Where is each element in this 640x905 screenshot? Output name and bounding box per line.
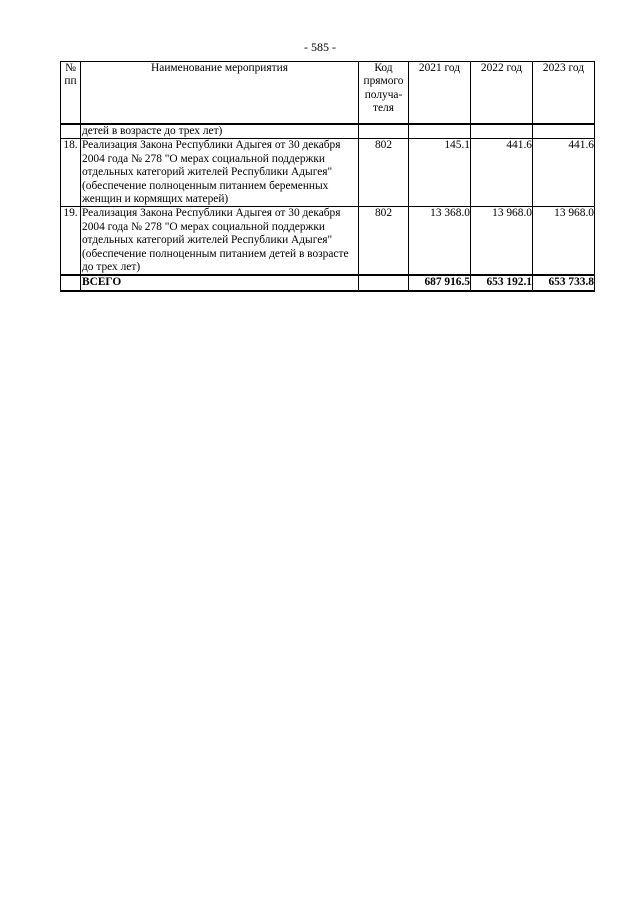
row-num — [61, 124, 81, 139]
row-2021 — [409, 124, 471, 139]
table-row — [61, 139, 595, 207]
header-name: Наименование мероприятия — [81, 62, 359, 125]
header-2022: 2022 год — [471, 62, 533, 125]
row-num: 18. — [61, 139, 81, 207]
total-num — [61, 275, 81, 290]
row-code — [359, 124, 409, 139]
table-total-row — [61, 275, 595, 290]
row-2022 — [471, 124, 533, 139]
row-code: 802 — [359, 207, 409, 276]
row-2023: 13 968.0 — [533, 207, 595, 276]
total-label: ВСЕГО — [81, 275, 359, 290]
row-name: Реализация Закона Республики Адыгея от 30 декабря 2004 года № 278 "О мерах социальной поддержки отдельных категорий жителей Республики Адыгея" (обеспечение полноценным питанием беременных женщин и кормящих матерей) — [81, 139, 359, 207]
header-code: Код прямого получа-теля — [359, 62, 409, 125]
page-number: - 585 - — [304, 40, 336, 54]
header-2021: 2021 год — [409, 62, 471, 125]
row-2021: 13 368.0 — [409, 207, 471, 276]
header-2023: 2023 год — [533, 62, 595, 125]
budget-table — [60, 61, 595, 292]
total-2021: 687 916.5 — [409, 275, 471, 290]
header-num: № пп — [61, 62, 81, 125]
table-row — [61, 124, 595, 139]
table-header-row — [61, 62, 595, 125]
total-code — [359, 275, 409, 290]
row-2022: 13 968.0 — [471, 207, 533, 276]
row-name: детей в возрасте до трех лет) — [81, 124, 359, 139]
table-row — [61, 207, 595, 276]
row-2021: 145.1 — [409, 139, 471, 207]
row-num: 19. — [61, 207, 81, 276]
row-2023 — [533, 124, 595, 139]
row-name: Реализация Закона Республики Адыгея от 30 декабря 2004 года № 278 "О мерах социальной поддержки отдельных категорий жителей Республики Адыгея" (обеспечение полноценным питанием детей в возрасте до трех лет) — [81, 207, 359, 276]
total-2022: 653 192.1 — [471, 275, 533, 290]
total-2023: 653 733.8 — [533, 275, 595, 290]
row-code: 802 — [359, 139, 409, 207]
row-2023: 441.6 — [533, 139, 595, 207]
row-2022: 441.6 — [471, 139, 533, 207]
